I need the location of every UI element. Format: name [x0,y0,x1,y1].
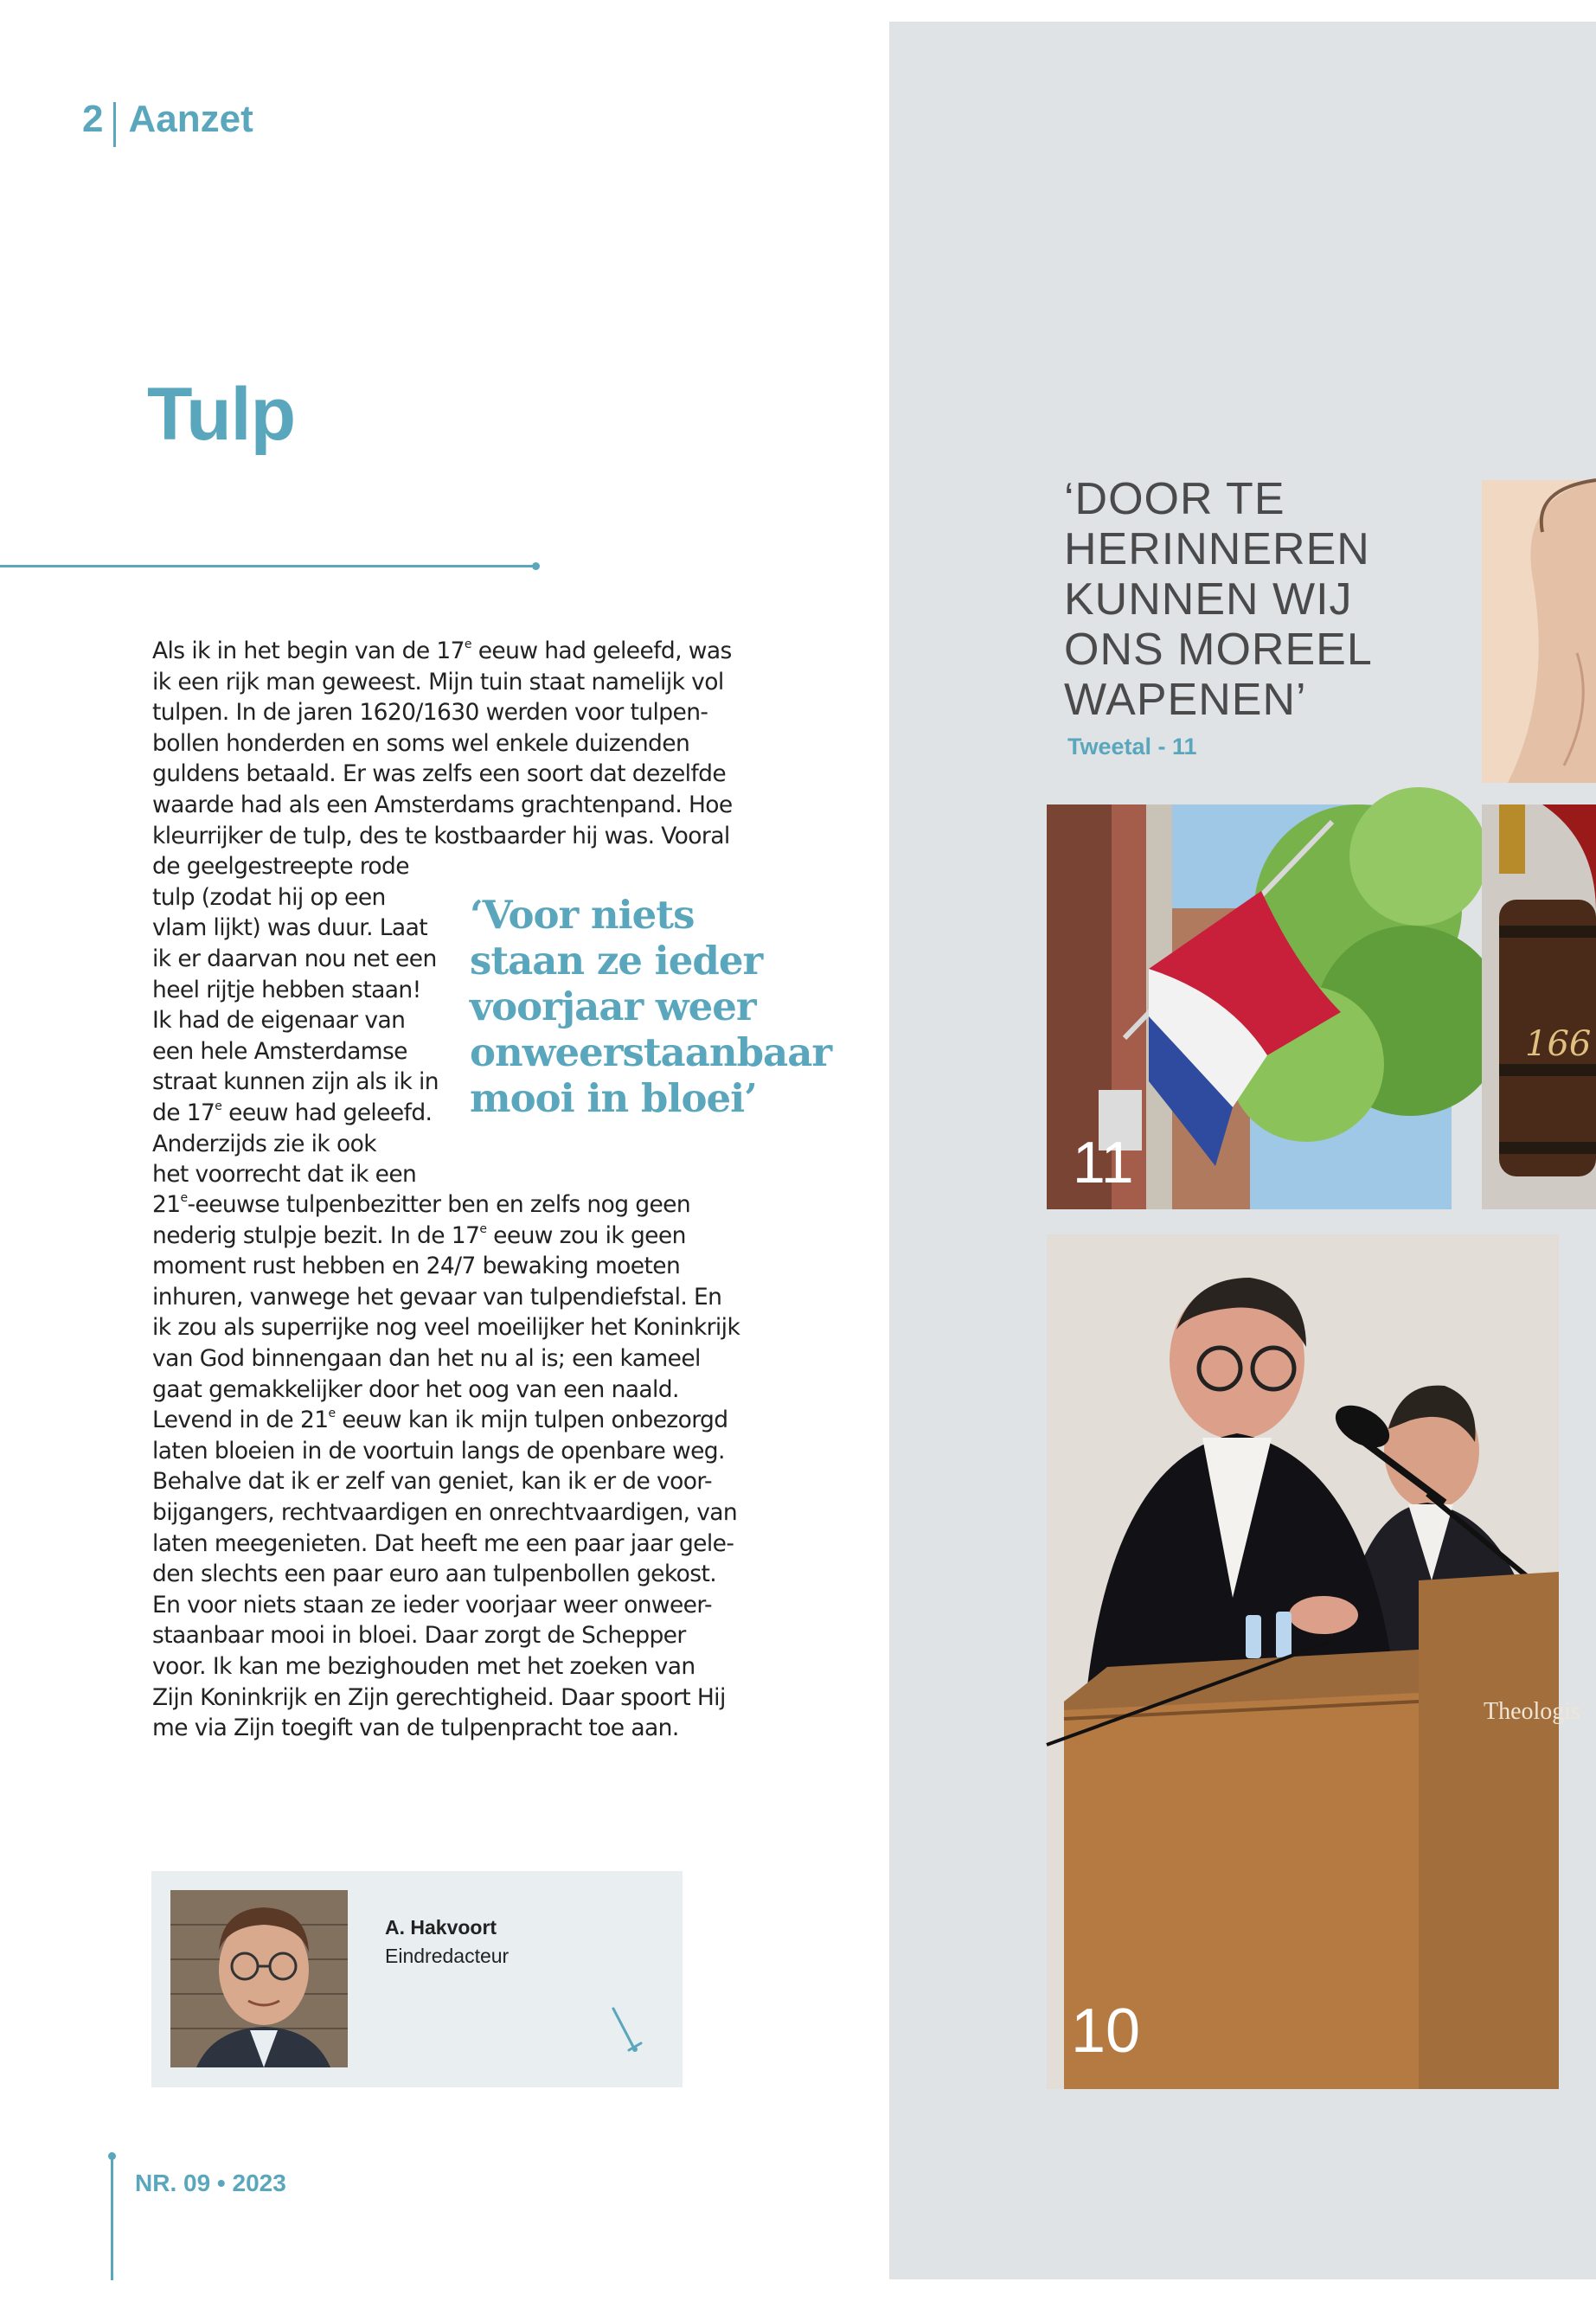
sidebar-quote-ref[interactable]: Tweetal - 11 [1067,734,1197,760]
text-run: eeuw had geleefd. [221,1099,433,1126]
header-divider [113,102,116,147]
superscript: e [180,1191,188,1206]
body-line [152,1312,740,1343]
sidebar-quote-line: WAPENEN’ [1064,675,1307,725]
section-name: Aanzet [128,98,253,140]
text-run: kleurrijker de tulp, des te kostbaarder hij was. Vooral [152,822,730,849]
body-line [152,697,733,728]
text-run: bollen honderden en soms wel enkele duizenden [152,729,690,757]
author-box [151,1871,683,2087]
pull-quote-line: voorjaar weer [470,984,756,1029]
text-run: Anderzijds zie ik ook [152,1130,376,1157]
text-run: laten meegenieten. Dat heeft me een paar jaar gele- [152,1529,734,1557]
text-run: 21 [152,1191,181,1218]
photo-label: 11 [1073,1130,1134,1195]
footer-rule [111,2157,113,2280]
pull-quote-line: onweerstaanbaar [470,1029,832,1075]
text-run: inhuren, vanwege het gevaar van tulpendiefstal. En [152,1283,722,1311]
text-run: staanbaar mooi in bloei. Daar zorgt de Schepper [152,1622,686,1650]
pull-quote-line: mooi in bloei’ [470,1075,757,1121]
barrel-text: 166 [1525,1024,1592,1064]
text-run: Zijn Koninkrijk en Zijn gerechtigheid. Daar spoort Hij [152,1683,726,1711]
text-run: ik zou als superrijke nog veel moeilijker het Koninkrijk [152,1314,740,1342]
superscript: e [328,1407,336,1421]
article-body-bottom [152,1189,740,1744]
text-run: Ik had de eigenaar van [152,1007,406,1035]
text-run: ik er daarvan nou net een [152,945,437,972]
text-run: moment rust hebben en 24/7 bewaking moeten [152,1253,681,1280]
text-run: tulpen. In de jaren 1620/1630 werden voor tulpen- [152,699,708,727]
text-run: Als ik in het begin van de 17 [152,638,465,664]
body-line [152,1343,740,1375]
body-line [152,1497,740,1529]
section-header [82,97,253,142]
issue-label: NR. 09 • 2023 [135,2170,286,2196]
sidebar-quote-line: ONS MOREEL [1064,625,1373,675]
body-line [152,1436,740,1467]
text-run: eeuw kan ik mijn tulpen onbezorgd [335,1407,728,1434]
body-line [152,1590,740,1621]
barrel-photo[interactable] [1482,804,1596,1209]
text-run: guldens betaald. Er was zelfs een soort dat dezelfde [152,760,727,788]
sidebar-quote [1064,474,1373,725]
text-run: En voor niets staan ze ieder voorjaar weer onweer- [152,1591,712,1618]
body-line [152,636,733,667]
body-line [152,1713,740,1744]
author-role: Eindredacteur [385,1945,510,1967]
body-line [152,1189,740,1221]
body-line [152,1529,740,1560]
superscript: e [215,1099,222,1114]
text-run: laten bloeien in de voortuin langs de openbare weg. [152,1437,725,1465]
sidebar-quote-line: KUNNEN WIJ [1064,574,1353,625]
face-photo[interactable] [1482,480,1596,783]
body-line [152,1159,733,1190]
text-run: het voorrecht dat ik een [152,1161,417,1189]
body-line [152,1405,740,1436]
sidebar-quote-line: ‘DOOR TE [1064,474,1285,524]
body-line [152,1282,740,1313]
text-run: vlam lijkt) was duur. Laat [152,914,428,942]
text-run: -eeuwse tulpenbezitter ben en zelfs nog geen [187,1191,691,1218]
text-run: den slechts een paar euro aan tulpenbollen gekost. [152,1561,717,1588]
superscript: e [479,1221,487,1236]
title-divider [0,565,535,567]
text-run: Behalve dat ik er zelf van geniet, kan ik er de voor- [152,1468,712,1496]
text-run: de geelgestreepte rode [152,853,409,881]
pen-icon [610,2005,644,2057]
lectern-text: Theologis [1484,1698,1580,1725]
body-line [152,851,733,882]
page-number: 2 [82,98,104,140]
article-title: Tulp [147,373,296,456]
body-line [152,821,733,852]
body-line [152,1466,740,1497]
text-run: straat kunnen zijn als ik in [152,1068,439,1096]
body-line [152,1221,740,1252]
pull-quote-line: ‘Voor niets [470,892,695,938]
superscript: e [464,638,471,652]
text-run: eeuw zou ik geen [486,1221,686,1249]
flag-photo[interactable] [1047,804,1452,1209]
text-run: waarde had als een Amsterdams grachtenpand. Hoe [152,791,733,818]
text-run: de 17 [152,1099,215,1126]
pull-quote [470,892,831,1121]
body-line [152,1375,740,1406]
text-run: gaat gemakkelijker door het oog van een naald. [152,1375,679,1403]
photo-label: 10 [1071,1997,1141,2066]
text-run: heel rijtje hebben staan! [152,976,421,1003]
author-photo [170,1890,348,2067]
body-line [152,1651,740,1682]
body-line [152,790,733,821]
body-line [152,759,733,790]
pull-quote-line: staan ze ieder [470,938,763,984]
author-name: A. Hakvoort [385,1916,497,1939]
body-line [152,667,733,698]
body-line [152,1559,740,1590]
text-run: Levend in de 21 [152,1407,329,1434]
sidebar-quote-line: HERINNEREN [1064,524,1370,574]
text-run: ik een rijk man geweest. Mijn tuin staat namelijk vol [152,668,724,695]
speakers-photo[interactable] [1047,1234,1580,2089]
text-run: een hele Amsterdamse [152,1037,407,1065]
text-run: voor. Ik kan me bezighouden met het zoeken van [152,1652,695,1680]
text-run: nederig stulpje bezit. In de 17 [152,1221,480,1249]
body-line [152,1682,740,1714]
text-run: tulp (zodat hij op een [152,883,386,911]
body-line [152,1251,740,1282]
text-run: me via Zijn toegift van de tulpenpracht toe aan. [152,1715,679,1742]
text-run: bijgangers, rechtvaardigen en onrechtvaardigen, van [152,1498,738,1526]
body-line [152,728,733,760]
text-run: eeuw had geleefd, was [471,638,732,664]
body-line [152,1129,733,1160]
text-run: van God binnengaan dan het nu al is; een kameel [152,1344,701,1372]
body-line [152,1620,740,1651]
